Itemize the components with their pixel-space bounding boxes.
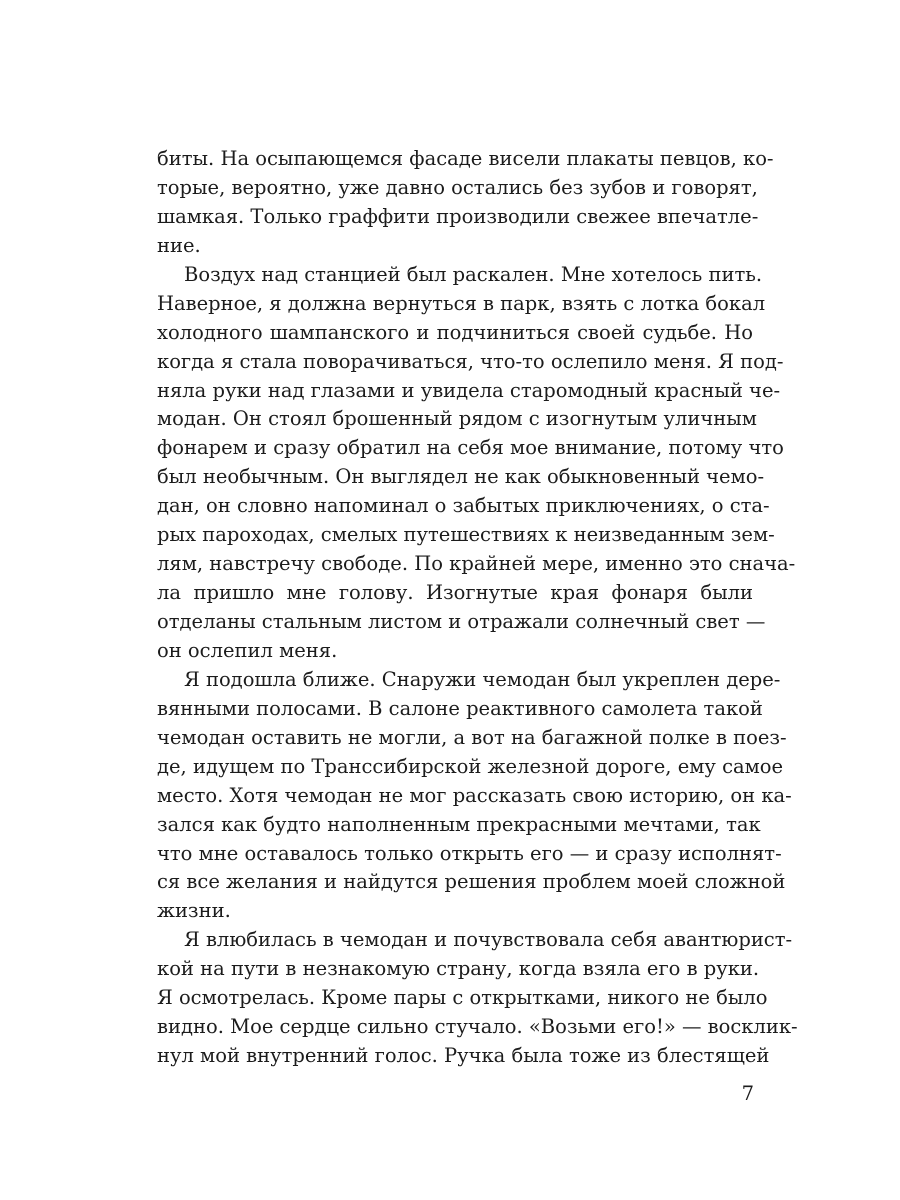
text-line: де, идущем по Транссибирской железной дороге, ему самое [157,754,784,778]
paragraph-2 [157,261,796,666]
text-line: торые, вероятно, уже давно остались без зубов и говорят, [157,175,758,199]
text-line: холодного шампанского и подчиниться своей судьбе. Но [157,320,753,344]
paragraph-1 [157,145,774,261]
text-line: Я осмотрелась. Кроме пары с открытками, никого не было [157,986,768,1010]
text-line: ние. [157,233,201,257]
text-line: ла пришло мне голову. Изогнутые края фонаря были [157,581,753,605]
text-line: когда я стала поворачиваться, что-то ослепило меня. Я под- [157,349,784,373]
text-line: дан, он словно напоминал о забытых приключениях, о ста- [157,494,770,518]
text-line: нул мой внутренний голос. Ручка была тоже из блестящей [157,1044,770,1068]
text-line: что мне оставалось только открыть его — и сразу исполнят- [157,841,782,865]
text-line: рых пароходах, смелых путешествиях к неизведанным зем- [157,523,775,547]
text-line: место. Хотя чемодан не мог рассказать свою историю, он ка- [157,783,792,807]
text-line: лям, навстречу свободе. По крайней мере, именно это снача- [157,552,796,576]
paragraph-4 [157,926,798,1071]
text-line: модан. Он стоял брошенный рядом с изогнутым уличным [157,407,757,431]
text-line: няла руки над глазами и увидела старомодный красный че- [157,378,781,402]
text-line: жизни. [157,899,231,923]
text-line: он ослепил меня. [157,638,338,662]
text-line: Я влюбилась в чемодан и почувствовала себя авантюрист- [184,928,793,952]
text-line: ся все желания и найдутся решения проблем моей сложной [157,870,786,894]
text-line: чемодан оставить не могли, а вот на багажной полке в поез- [157,725,787,749]
text-line: биты. На осыпающемся фасаде висели плакаты певцов, ко- [157,147,774,170]
text-line: кой на пути в незнакомую страну, когда взяла его в руки. [157,957,760,981]
text-line: был необычным. Он выглядел не как обыкновенный чемо- [157,465,765,489]
body-text [157,145,798,1071]
text-line: зался как будто наполненным прекрасными мечтами, так [157,812,761,836]
text-line: отделаны стальным листом и отражали солнечный свет — [157,610,766,633]
text-line: Я подошла ближе. Снаружи чемодан был укреплен дере- [184,667,781,691]
page-number: 7 [741,1082,754,1105]
text-line: шамкая. Только граффити производили свежее впечатле- [157,204,759,228]
text-line: видно. Мое сердце сильно стучало. «Возьми его!» — восклик- [157,1015,798,1039]
text-line: Наверное, я должна вернуться в парк, взять с лотка бокал [157,291,766,315]
paragraph-3 [157,666,792,926]
text-line: вянными полосами. В салоне реактивного самолета такой [157,696,763,720]
text-line: фонарем и сразу обратил на себя мое внимание, потому что [157,436,784,460]
text-line: Воздух над станцией был раскален. Мне хотелось пить. [184,262,763,286]
